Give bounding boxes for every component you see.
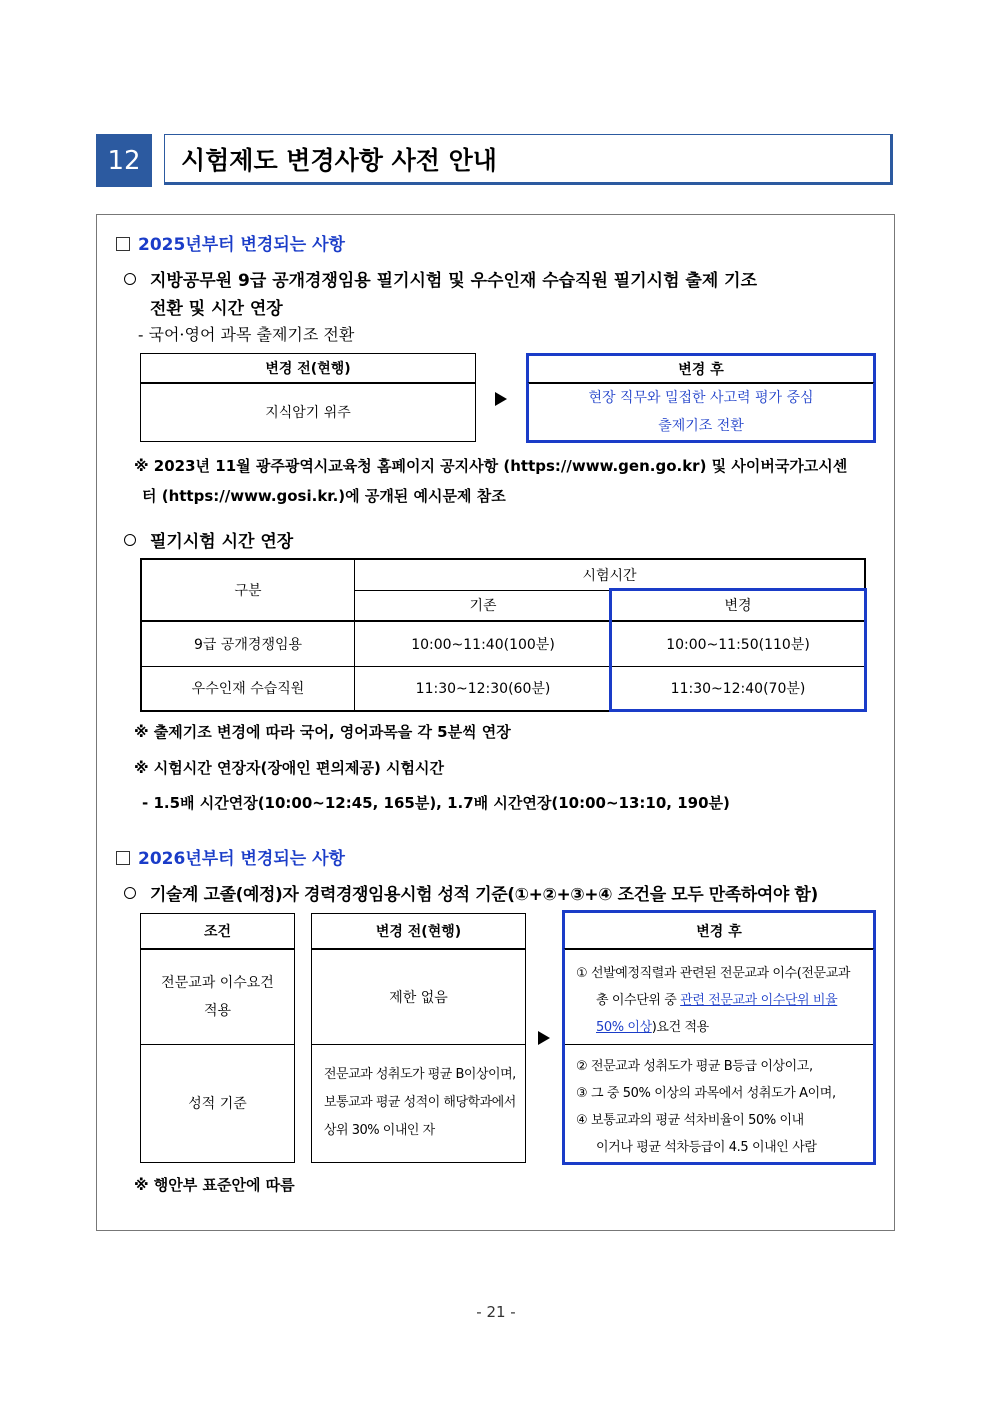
row-before: 10:00~11:40(100분)	[355, 621, 612, 666]
row-after: 11:30~12:40(70분)	[612, 666, 866, 711]
note-extension-times: - 1.5배 시간연장(10:00~12:45, 165분), 1.7배 시간연장(10:00~13:10, 190분)	[142, 794, 730, 812]
circle-bullet-icon	[124, 273, 136, 285]
before-major-requirement: 제한 없음	[311, 949, 526, 1045]
bullet-time-extension: 필기시험 시간 연장	[124, 527, 293, 552]
compare-after-text: 현장 직무와 밀접한 사고력 평가 중심 출제기조 전환	[526, 383, 876, 443]
section-title-text: 시험제도 변경사항 사전 안내	[181, 145, 497, 175]
arrow-right-icon	[495, 392, 507, 406]
note-mois-standard: ※ 행안부 표준안에 따름	[134, 1176, 295, 1194]
changed-column-highlight	[609, 588, 867, 712]
th-before: 기존	[355, 590, 612, 621]
cond-grade: 성적 기준	[140, 1044, 295, 1163]
th-gubun: 구분	[141, 559, 355, 621]
row-before: 11:30~12:30(60분)	[355, 666, 612, 711]
bullet-grade-criteria: 기술계 고졸(예정)자 경력경쟁임용시험 성적 기준(①+②+③+④ 조건을 모두 만족하여야 함)	[124, 880, 818, 905]
after-grade: ② 전문교과 성취도가 평균 B등급 이상이고, ③ 그 중 50% 이상의 과목에서 성취도가 A이며, ④ 보통교과의 평균 석차비율이 50% 이내 이거나 평균 석차등급이 4.5 이내인 사람	[576, 1059, 836, 1155]
bullet-exam-change: 지방공무원 9급 공개경쟁임용 필기시험 및 우수인재 수습직원 필기시험 출제 기조	[124, 266, 757, 291]
checkbox-square-icon	[116, 237, 130, 251]
row-name: 9급 공개경쟁임용	[141, 621, 355, 666]
note-sample-questions: ※ 2023년 11월 광주광역시교육청 홈페이지 공지사항 (https://www.gen.go.kr) 및 사이버국가고시센	[134, 457, 848, 475]
section-number: 12	[96, 134, 152, 187]
row-name: 우수인재 수습직원	[141, 666, 355, 711]
th-exam-time: 시험시간	[355, 559, 866, 590]
checkbox-square-icon	[116, 851, 130, 865]
row-after: 10:00~11:50(110분)	[612, 621, 866, 666]
cond-header: 조건	[140, 913, 295, 950]
sub-item-subject: - 국어·영어 과목 출제기조 전환	[138, 325, 355, 344]
circle-bullet-icon	[124, 887, 136, 899]
heading-2025: 2025년부터 변경되는 사항	[116, 230, 345, 255]
after-divider	[565, 1044, 873, 1045]
compare-after-header: 변경 후	[526, 353, 876, 384]
after-major-requirement: ① 선발예정직렬과 관련된 전문교과 이수(전문교과 총 이수단위 중 관련 전문교과 이수단위 비율 50% 이상)요건 적용	[576, 966, 851, 1035]
before-header-2026: 변경 전(현행)	[311, 913, 526, 950]
arrow-right-icon	[538, 1031, 550, 1045]
th-after: 변경	[612, 590, 866, 621]
before-grade: 전문교과 성취도가 평균 B이상이며, 보통교과 평균 성적이 해당학과에서 상위 30% 이내인 자	[311, 1044, 526, 1163]
note-extension-reason: ※ 출제기조 변경에 따라 국어, 영어과목을 각 5분씩 연장	[134, 723, 511, 741]
note-disabled-extension: ※ 시험시간 연장자(장애인 편의제공) 시험시간	[134, 759, 445, 777]
page-number: - 21 -	[476, 1303, 516, 1321]
note-sample-questions-cont: 터 (https://www.gosi.kr.)에 공개된 예시문제 참조	[142, 487, 506, 505]
cond-major-requirement: 전문교과 이수요건 적용	[140, 949, 295, 1045]
section-title	[164, 134, 893, 185]
after-header-2026: 변경 후	[562, 910, 876, 950]
compare-before-text: 지식암기 위주	[140, 383, 476, 442]
compare-before-header: 변경 전(현행)	[140, 353, 476, 384]
heading-2026: 2026년부터 변경되는 사항	[116, 844, 345, 869]
circle-bullet-icon	[124, 534, 136, 546]
bullet-exam-change-cont: 전환 및 시간 연장	[150, 299, 283, 319]
